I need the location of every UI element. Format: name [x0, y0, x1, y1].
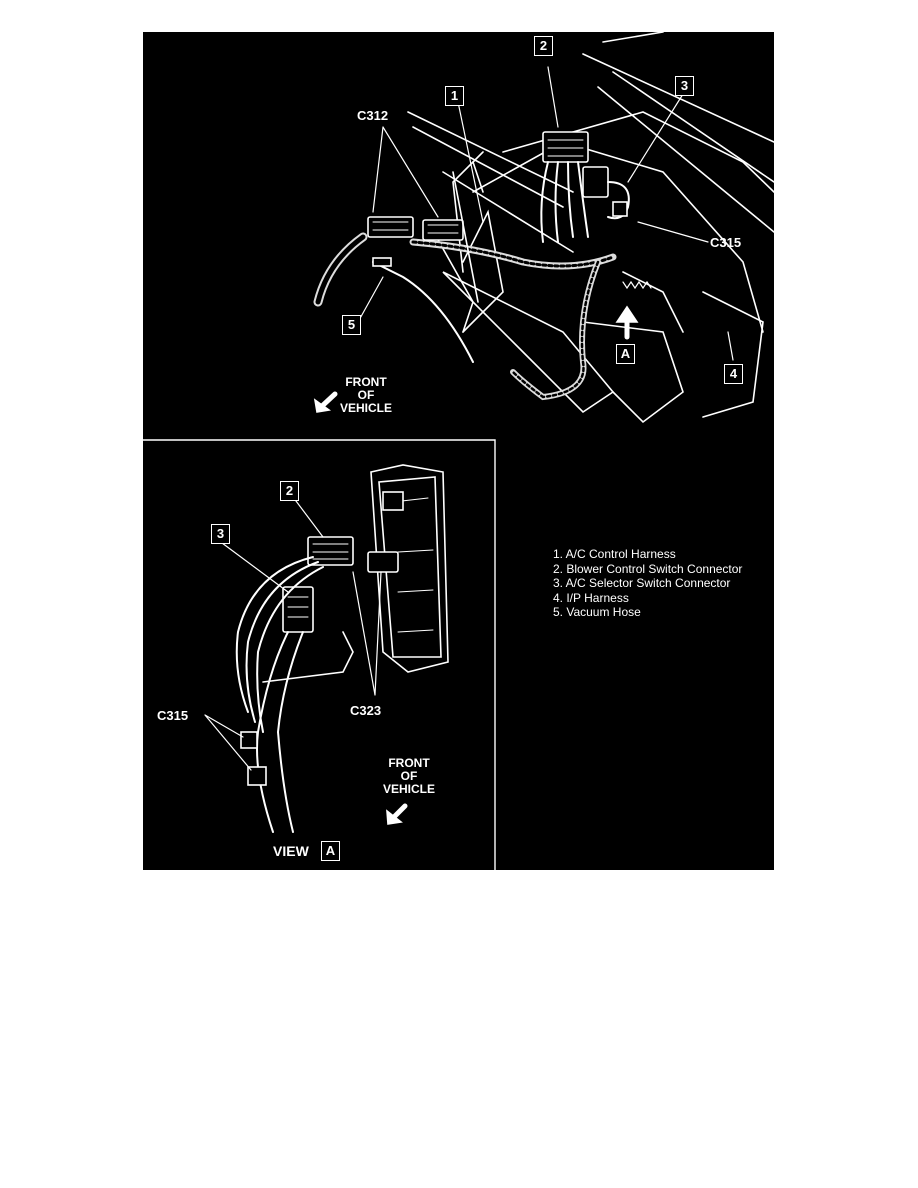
front-line2: OF: [357, 388, 375, 402]
callout-A: A: [616, 344, 635, 364]
connector-c315-inset-label: C315: [157, 708, 189, 723]
view-box: A: [321, 841, 340, 861]
callout-5: 5: [342, 315, 361, 335]
connector-c315-label: C315: [710, 235, 742, 250]
legend-item-2: 2. Blower Control Switch Connector: [553, 561, 743, 576]
connector-c312-label: C312: [357, 108, 389, 123]
legend-item-4: 4. I/P Harness: [553, 590, 629, 605]
dash-outline: [583, 32, 774, 232]
callout-3: 3: [675, 76, 694, 96]
diagram-figure: [143, 32, 774, 870]
legend-item-5: 5. Vacuum Hose: [553, 605, 641, 619]
front-of-vehicle-inset: [383, 757, 435, 796]
front-inset-line1: FRONT: [388, 756, 430, 770]
wiring-illustration: [143, 32, 774, 870]
callout-1: 1: [445, 86, 464, 106]
connector-c323-label: C323: [350, 703, 382, 718]
callout-4: 4: [724, 364, 743, 384]
front-inset-line2: OF: [400, 769, 418, 783]
front-line1: FRONT: [345, 375, 387, 389]
callout-2: 2: [534, 36, 553, 56]
inset-callout-2: 2: [280, 481, 299, 501]
front-of-vehicle-top: [340, 376, 392, 415]
front-line3: VEHICLE: [340, 401, 393, 415]
legend: [553, 547, 742, 620]
front-inset-line3: VEHICLE: [383, 782, 436, 796]
inset-callout-3: 3: [211, 524, 230, 544]
legend-item-1: 1. A/C Control Harness: [553, 547, 676, 561]
legend-item-3: 3. A/C Selector Switch Connector: [553, 576, 731, 590]
view-label: VIEW: [273, 843, 309, 859]
